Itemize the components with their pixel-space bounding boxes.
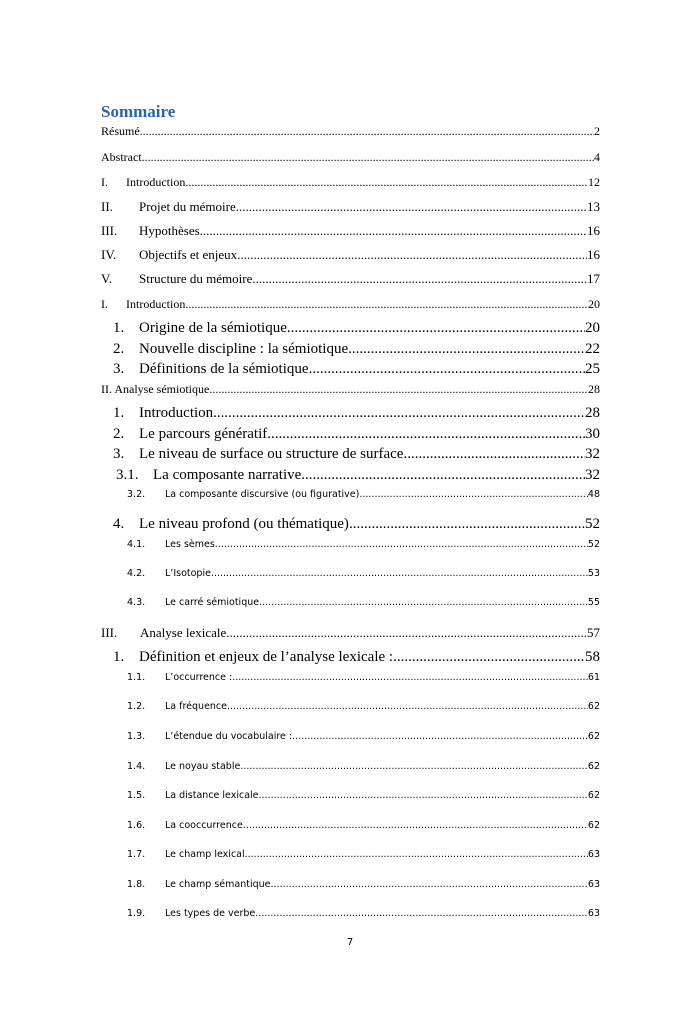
toc-entry[interactable] xyxy=(127,539,600,550)
toc-entry-text: Définition et enjeux de l’analyse lexicale : xyxy=(139,649,394,665)
toc-entry[interactable] xyxy=(127,849,600,860)
toc-entry[interactable] xyxy=(113,516,600,533)
toc-entry[interactable] xyxy=(101,271,600,287)
toc-entry-page: 2 xyxy=(594,124,600,138)
toc-entry-page: 32 xyxy=(585,446,600,462)
toc-entry-page: 22 xyxy=(585,341,600,357)
toc-entry-text: Projet du mémoire xyxy=(139,199,236,214)
toc-entry-page: 20 xyxy=(588,297,600,311)
toc-entry-page: 63 xyxy=(587,908,600,919)
toc-entry-number: 3.1. xyxy=(116,467,139,483)
toc-leader-dots xyxy=(301,467,585,484)
toc-entry-text: Analyse lexicale xyxy=(140,625,227,640)
toc-entry[interactable] xyxy=(113,446,600,463)
toc-entry[interactable] xyxy=(101,124,600,139)
toc-entry-page: 62 xyxy=(587,761,600,772)
toc-entry-text: La composante narrative xyxy=(153,467,302,483)
toc-entry-text: L’étendue du vocabulaire : xyxy=(165,731,293,742)
toc-entry-text: Introduction xyxy=(139,405,214,421)
toc-entry-number: 1.1. xyxy=(127,672,146,683)
toc-entry-number: I. xyxy=(101,297,108,311)
toc-entry[interactable] xyxy=(101,223,600,239)
toc-leader-dots xyxy=(237,247,587,263)
toc-leader-dots xyxy=(245,849,588,860)
toc-entry-text: Les types de verbe xyxy=(165,908,256,919)
toc-entry-text: Le niveau profond (ou thématique) xyxy=(139,516,349,532)
toc-entry-number: 1.9. xyxy=(127,908,146,919)
toc-entry-number: 4. xyxy=(113,516,125,532)
toc-entry-page: 16 xyxy=(587,247,600,262)
toc-leader-dots xyxy=(292,731,588,742)
toc-entry-number: II. xyxy=(101,199,113,214)
toc-entry[interactable] xyxy=(127,597,600,608)
toc-leader-dots xyxy=(215,539,588,550)
toc-entry[interactable] xyxy=(101,247,600,263)
toc-entry[interactable] xyxy=(101,297,600,312)
toc-leader-dots xyxy=(232,672,588,683)
toc-entry-page: 32 xyxy=(585,467,600,483)
toc-entry-text: Résumé xyxy=(101,124,140,138)
toc-entry[interactable] xyxy=(127,568,600,579)
toc-leader-dots xyxy=(227,701,588,712)
page-number: 7 xyxy=(346,937,354,948)
toc-entry-number: III. xyxy=(101,625,118,640)
toc-entry-page: 16 xyxy=(587,223,600,238)
toc-entry-page: 28 xyxy=(585,405,600,421)
toc-entry-number: I. xyxy=(101,175,108,189)
toc-entry[interactable] xyxy=(127,820,600,831)
toc-entry-page: 61 xyxy=(587,672,600,683)
toc-leader-dots xyxy=(211,568,588,579)
toc-entry-text: Origine de la sémiotique xyxy=(139,320,287,336)
toc-entry-text: II. Analyse sémiotique xyxy=(101,382,210,396)
toc-entry-text: Le champ sémantique xyxy=(165,879,271,890)
toc-entry-page: 13 xyxy=(587,199,600,214)
toc-entry-text: Nouvelle discipline : la sémiotique xyxy=(139,341,349,357)
toc-entry[interactable] xyxy=(127,489,600,500)
toc-leader-dots xyxy=(243,820,588,831)
toc-entry-number: 4.1. xyxy=(127,539,146,550)
toc-leader-dots xyxy=(267,426,585,443)
toc-entry-page: 58 xyxy=(585,649,600,665)
toc-entry-number: 4.3. xyxy=(127,597,146,608)
toc-entry-number: 1.4. xyxy=(127,761,146,772)
toc-entry-text: Objectifs et enjeux xyxy=(139,247,238,262)
toc-leader-dots xyxy=(359,489,588,500)
toc-entry[interactable] xyxy=(113,361,600,378)
toc-entry-page: 30 xyxy=(585,426,600,442)
toc-leader-dots xyxy=(185,175,588,190)
toc-entry-page: 63 xyxy=(587,849,600,860)
toc-entry-page: 62 xyxy=(587,701,600,712)
toc-entry[interactable] xyxy=(113,426,600,443)
toc-entry-page: 12 xyxy=(588,175,600,189)
toc-entry[interactable] xyxy=(113,320,600,337)
toc-entry[interactable] xyxy=(101,175,600,190)
toc-entry-page: 63 xyxy=(587,879,600,890)
toc-leader-dots xyxy=(226,625,587,641)
toc-entry-number: 1.2. xyxy=(127,701,146,712)
toc-entry[interactable] xyxy=(127,672,600,683)
toc-entry-page: 62 xyxy=(587,790,600,801)
toc-entry-number: 3.2. xyxy=(127,489,146,500)
toc-entry-page: 55 xyxy=(587,597,600,608)
toc-entry-number: 1.6. xyxy=(127,820,146,831)
toc-entry[interactable] xyxy=(127,731,600,742)
toc-entry-text: La composante discursive (ou figurative) xyxy=(165,489,360,500)
toc-entry-page: 62 xyxy=(587,820,600,831)
toc-leader-dots xyxy=(259,597,588,608)
toc-entry-number: 3. xyxy=(113,446,125,462)
toc-entry[interactable] xyxy=(101,199,600,215)
toc-entry-page: 62 xyxy=(587,731,600,742)
toc-leader-dots xyxy=(349,516,585,533)
toc-entry-page: 20 xyxy=(585,320,600,336)
toc-entry-text: Le niveau de surface ou structure de surface xyxy=(139,446,404,462)
toc-entry[interactable] xyxy=(127,908,600,919)
toc-entry-number: 1.3. xyxy=(127,731,146,742)
toc-entry-number: V. xyxy=(101,271,112,286)
toc-entry-text: Le champ lexical xyxy=(165,849,245,860)
toc-leader-dots xyxy=(236,199,587,215)
toc-leader-dots xyxy=(252,271,587,287)
toc-leader-dots xyxy=(348,341,585,358)
toc-leader-dots xyxy=(140,124,594,139)
toc-entry[interactable] xyxy=(116,467,600,484)
toc-entry[interactable] xyxy=(127,879,600,890)
toc-entry-number: 1.5. xyxy=(127,790,146,801)
toc-entry-number: 2. xyxy=(113,341,125,357)
toc-entry-text: Abstract xyxy=(101,150,142,164)
toc-leader-dots xyxy=(142,150,594,165)
toc-leader-dots xyxy=(240,761,588,772)
toc-entry-text: Les sèmes xyxy=(165,539,215,550)
toc-entry[interactable] xyxy=(113,341,600,358)
toc-entry-page: 52 xyxy=(587,539,600,550)
toc-entry-page: 52 xyxy=(585,516,600,532)
toc-leader-dots xyxy=(209,382,588,397)
toc-leader-dots xyxy=(393,649,585,666)
toc-entry-text: Le carré sémiotique xyxy=(165,597,260,608)
toc-entry-number: 3. xyxy=(113,361,125,377)
toc-entry-text: Introduction xyxy=(126,297,186,311)
toc-entry-page: 4 xyxy=(594,150,600,164)
toc-entry[interactable] xyxy=(101,382,600,397)
toc-entry[interactable] xyxy=(113,405,600,422)
toc-entry[interactable] xyxy=(101,150,600,165)
toc-leader-dots xyxy=(403,446,585,463)
toc-leader-dots xyxy=(255,908,588,919)
toc-entry[interactable] xyxy=(113,649,600,666)
toc-leader-dots xyxy=(213,405,585,422)
toc-entry-text: Le parcours génératif xyxy=(139,426,268,442)
toc-entry-text: Définitions de la sémiotique xyxy=(139,361,309,377)
toc-entry-text: La fréquence xyxy=(165,701,228,712)
toc-leader-dots xyxy=(200,223,587,239)
toc-entry-number: 1. xyxy=(113,405,125,421)
toc-entry-number: III. xyxy=(101,223,118,238)
toc-leader-dots xyxy=(185,297,588,312)
toc-entry-text: La distance lexicale xyxy=(165,790,259,801)
toc-entry-number: 1.8. xyxy=(127,879,146,890)
toc-entry-page: 28 xyxy=(588,382,600,396)
toc-entry-number: 1. xyxy=(113,649,125,665)
toc-leader-dots xyxy=(271,879,588,890)
toc-leader-dots xyxy=(259,790,588,801)
toc-entry-text: L’occurrence : xyxy=(165,672,233,683)
toc-entry-text: Introduction xyxy=(126,175,186,189)
toc-leader-dots xyxy=(287,320,585,337)
toc-entry-number: 2. xyxy=(113,426,125,442)
toc-entry-number: 1. xyxy=(113,320,125,336)
toc-entry[interactable] xyxy=(127,761,600,772)
toc-entry-page: 53 xyxy=(587,568,600,579)
toc-entry-number: 4.2. xyxy=(127,568,146,579)
toc-entry-page: 17 xyxy=(587,271,600,286)
toc-entry-text: Hypothèses xyxy=(139,223,200,238)
toc-entry-text: Le noyau stable xyxy=(165,761,241,772)
toc-entry-number: 1.7. xyxy=(127,849,146,860)
toc-entry-page: 57 xyxy=(587,625,600,640)
toc-entry[interactable] xyxy=(127,701,600,712)
toc-entry[interactable] xyxy=(127,790,600,801)
toc-entry-page: 25 xyxy=(585,361,600,377)
toc-entry-text: Structure du mémoire xyxy=(139,271,253,286)
toc-leader-dots xyxy=(309,361,585,378)
toc-entry-text: L’Isotopie xyxy=(165,568,211,579)
toc-entry[interactable] xyxy=(101,625,600,641)
page-title: Sommaire xyxy=(101,102,176,121)
toc-entry-page: 48 xyxy=(587,489,600,500)
toc-entry-number: IV. xyxy=(101,247,117,262)
toc-entry-text: La cooccurrence xyxy=(165,820,243,831)
